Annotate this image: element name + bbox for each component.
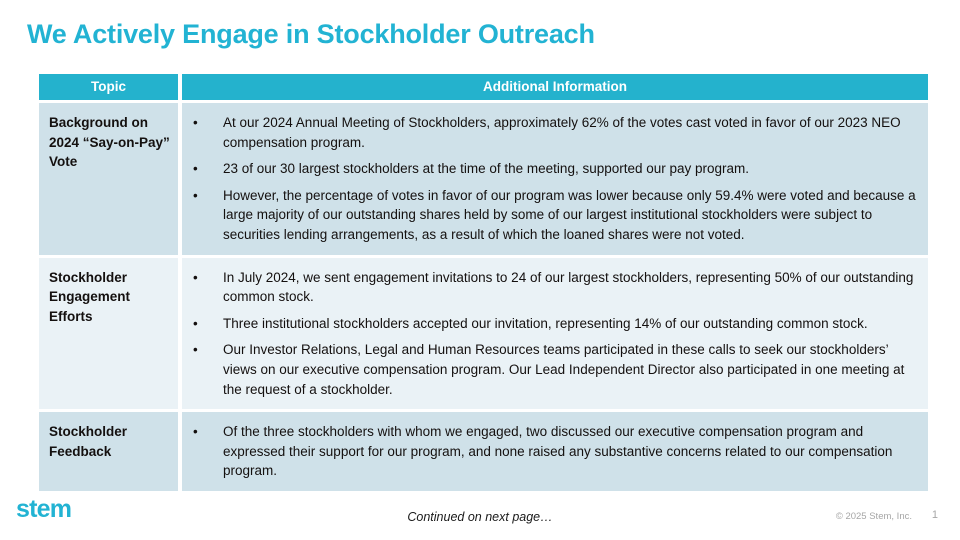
list-item <box>182 159 918 179</box>
list-item <box>182 186 918 245</box>
table-row <box>39 103 928 255</box>
list-item <box>182 422 918 481</box>
list-item-text: Three institutional stockholders accepted our invitation, representing 14% of our outstanding common stock. <box>223 315 868 331</box>
bullet-list <box>182 113 918 245</box>
row-topic-label: Background on 2024 “Say-on-Pay” Vote <box>39 103 178 255</box>
stem-logo: stem <box>16 495 72 523</box>
bullet-list <box>182 422 918 481</box>
list-item <box>182 340 918 399</box>
table-header-row <box>39 74 928 100</box>
bullet-icon: • <box>193 315 198 331</box>
list-item <box>182 314 918 334</box>
row-topic-label: Stockholder Engagement Efforts <box>39 258 178 410</box>
bullet-icon: • <box>193 342 198 358</box>
bullet-icon: • <box>193 269 198 285</box>
page-title: We Actively Engage in Stockholder Outreach <box>27 19 595 49</box>
list-item-text: However, the percentage of votes in favor of our program was lower because only 59.4% were voted and because a large majority of our outstanding shares held by some of our largest institutional stockholders were subject to securities lending arrangements, as a result of which the loaned shares were not voted. <box>223 187 916 242</box>
bullet-list <box>182 268 918 400</box>
row-information-cell <box>182 103 928 255</box>
copyright-text: © 2025 Stem, Inc. <box>835 511 912 522</box>
continued-note: Continued on next page… <box>407 510 553 524</box>
table-row <box>39 412 928 491</box>
bullet-icon: • <box>193 161 198 177</box>
column-header-topic: Topic <box>39 74 178 100</box>
list-item-text: Of the three stockholders with whom we engaged, two discussed our executive compensation program and expressed their support for our program, and none raised any substantive concerns related to our compensation program. <box>223 424 893 479</box>
column-header-additional-information: Additional Information <box>182 74 928 100</box>
bullet-icon: • <box>193 115 198 130</box>
list-item-text: Our Investor Relations, Legal and Human Resources teams participated in these calls to seek our stockholders’ views on our executive compensation program. Our Lead Independent Director also participated in one meeting at the request of a stockholder. <box>223 342 905 397</box>
page-number: 1 <box>931 509 938 521</box>
list-item-text: 23 of our 30 largest stockholders at the time of the meeting, supported our pay program. <box>223 161 750 177</box>
table-row <box>39 258 928 410</box>
list-item-text: In July 2024, we sent engagement invitations to 24 of our largest stockholders, representing 50% of our outstanding common stock. <box>223 269 914 305</box>
row-information-cell <box>182 412 928 491</box>
list-item-text: At our 2024 Annual Meeting of Stockholders, approximately 62% of the votes cast voted in favor of our 2023 NEO compensation program. <box>223 115 901 150</box>
bullet-icon: • <box>193 424 198 440</box>
row-topic-label: Stockholder Feedback <box>39 412 178 491</box>
bullet-icon: • <box>193 187 198 203</box>
list-item <box>182 113 918 152</box>
row-information-cell <box>182 258 928 410</box>
outreach-table <box>39 74 928 491</box>
list-item <box>182 268 918 307</box>
